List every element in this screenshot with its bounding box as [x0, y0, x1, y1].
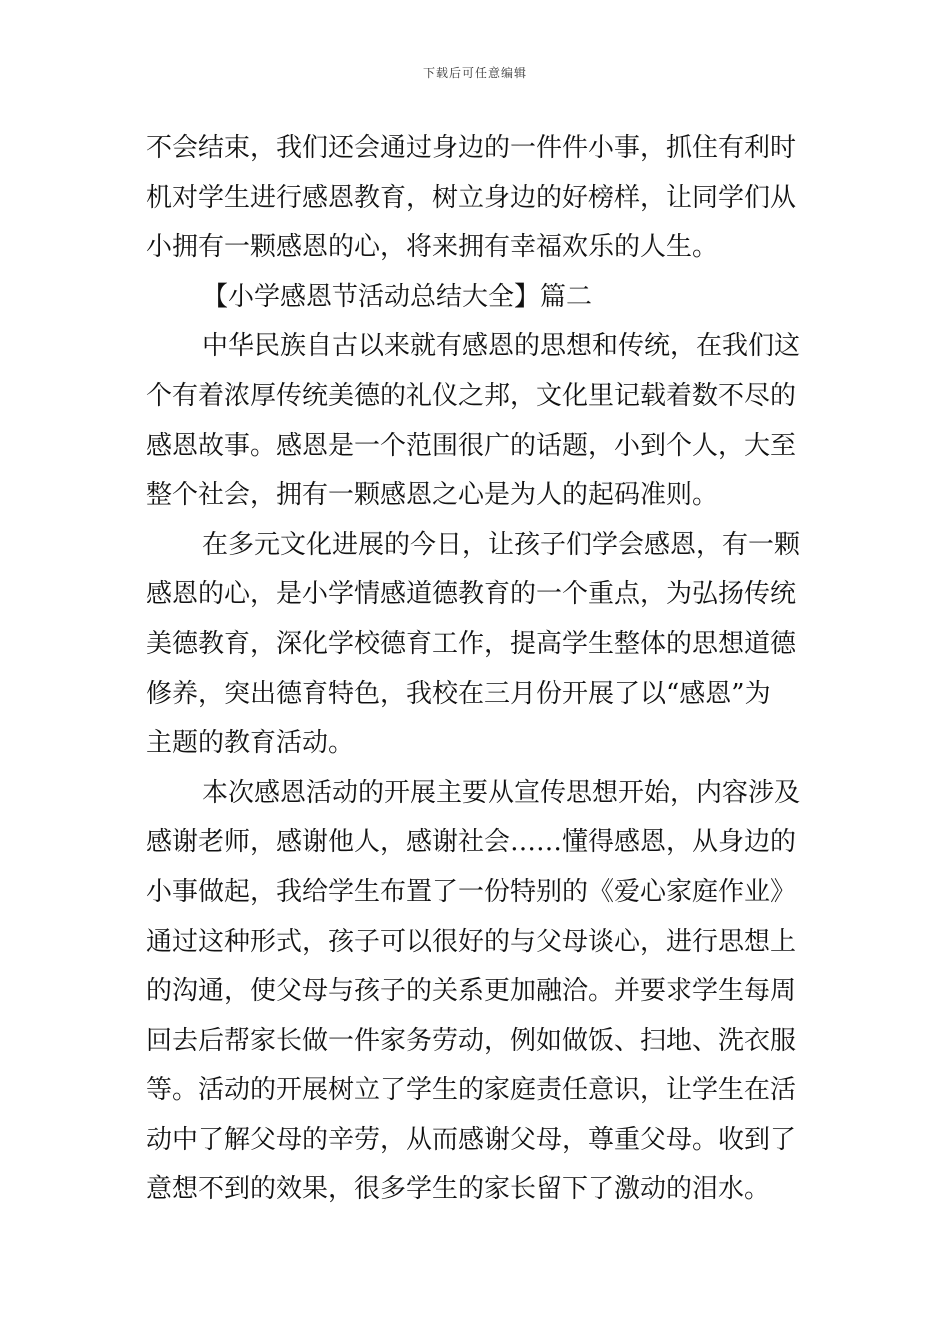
text-line: 等。活动的开展树立了学生的家庭责任意识，让学生在活 [146, 1075, 797, 1106]
text-line: 动中了解父母的辛劳，从而感谢父母，尊重父母。收到了 [146, 1124, 797, 1155]
text-line: 小事做起，我给学生布置了一份特别的《爱心家庭作业》 [146, 876, 797, 907]
text-line: 感恩的心，是小学情感道德教育的一个重点，为弘扬传统 [146, 579, 797, 610]
text-line: 机对学生进行感恩教育，树立身边的好榜样，让同学们从 [146, 182, 797, 213]
text-line: 美德教育，深化学校德育工作，提高学生整体的思想道德 [146, 628, 797, 659]
text-line: 不会结束，我们还会通过身边的一件件小事，抓住有利时 [146, 133, 797, 163]
section-heading: 【小学感恩节活动总结大全】篇二 [202, 281, 593, 312]
text-line: 整个社会，拥有一颗感恩之心是为人的起码准则。 [146, 480, 719, 511]
text-line: 本次感恩活动的开展主要从宣传思想开始，内容涉及 [202, 777, 801, 808]
text-line: 中华民族自古以来就有感恩的思想和传统，在我们这 [202, 331, 801, 362]
text-line: 在多元文化进展的今日，让孩子们学会感恩，有一颗 [202, 529, 801, 560]
text-line: 回去后帮家长做一件家务劳动，例如做饭、扫地、洗衣服 [146, 1025, 797, 1056]
text-line: 个有着浓厚传统美德的礼仪之邦，文化里记载着数不尽的 [146, 380, 797, 411]
text-line: 意想不到的效果，很多学生的家长留下了激动的泪水。 [146, 1174, 771, 1205]
page-header: 下载后可任意编辑 [422, 66, 527, 80]
text-line: 感恩故事。感恩是一个范围很广的话题，小到个人，大至 [146, 430, 797, 461]
text-line: 通过这种形式，孩子可以很好的与父母谈心，进行思想上 [146, 926, 797, 957]
text-line: 小拥有一颗感恩的心，将来拥有幸福欢乐的人生。 [146, 232, 719, 263]
text-line: 修养，突出德育特色，我校在三月份开展了以“感恩”为 [146, 678, 771, 709]
text-line: 的沟通，使父母与孩子的关系更加融洽。并要求学生每周 [146, 976, 797, 1007]
text-line: 主题的教育活动。 [146, 728, 355, 759]
document-body [146, 124, 816, 1215]
text-line: 感谢老师，感谢他人，感谢社会……懂得感恩，从身边的 [146, 827, 797, 858]
